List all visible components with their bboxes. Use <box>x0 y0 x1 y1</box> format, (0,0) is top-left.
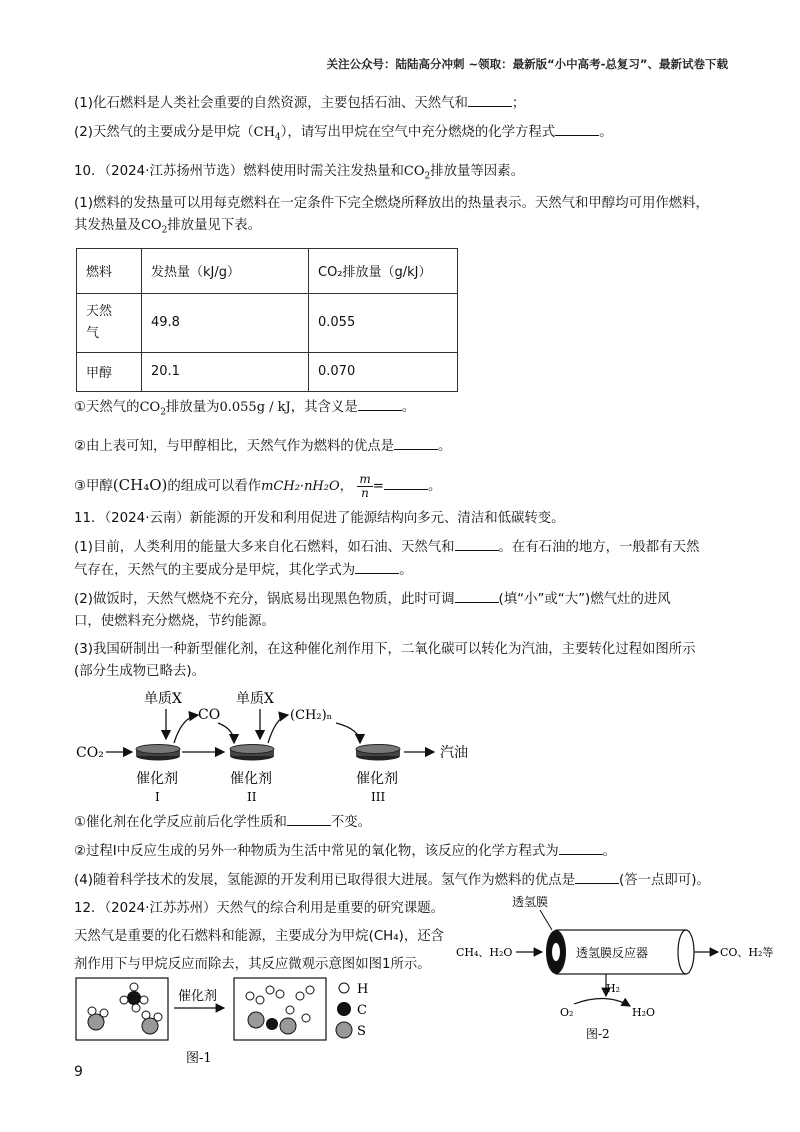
answer-blank <box>555 121 599 136</box>
ch2n-label: (CH₂)ₙ <box>290 708 333 724</box>
sulfur-atom <box>280 1018 296 1034</box>
legend-c-icon <box>337 1002 351 1016</box>
q12-line2: 天然气是重要的化石燃料和能源，主要成分为甲烷(CH₄)，还含 <box>74 929 444 945</box>
inputs-label: CH₄、H₂O <box>456 946 513 960</box>
table-cell: 49.8 <box>142 293 309 352</box>
table-header: CO₂排放量（g/kJ） <box>309 248 458 293</box>
answer-blank <box>358 396 402 411</box>
carbon-atom <box>127 991 141 1005</box>
hydrogen-atom <box>256 996 264 1004</box>
hydrogen-atom <box>132 1004 140 1012</box>
reactor-label: 透氢膜反应器 <box>576 946 649 961</box>
q9-part1: (1)化石燃料是人类社会重要的自然资源，主要包括石油、天然气和 ； <box>74 92 734 115</box>
curved-arrow <box>336 723 360 743</box>
answer-blank <box>355 559 399 574</box>
curved-arrow <box>268 715 288 743</box>
q12-title: 12．（2024·江苏苏州）天然气的综合利用是重要的研究课题。 <box>74 901 445 917</box>
figure-1 <box>74 976 454 1076</box>
q10-sub1: ①天然气的$CO_2$排放量为0.055g / kJ，其含义是 。 <box>74 396 734 424</box>
catalyst-disc-2 <box>230 745 274 761</box>
hydrogen-atom <box>276 990 284 998</box>
stage-label-3: III <box>371 790 386 805</box>
q10-part1-line1: (1)燃料的发热量可以用每克燃料在一定条件下完全燃烧所释放出的热量表示。天然气和甲醇均可用作燃料， <box>74 196 709 212</box>
fig1-caption: 图-1 <box>186 1051 212 1067</box>
document-body <box>74 92 774 1078</box>
catalyst-label-3: 催化剂 <box>356 771 398 788</box>
page-number: 9 <box>74 1064 83 1080</box>
q11-part2-line1: (2)做饭时，天然气燃烧不充分，锅底易出现黑色物质，此时可调 (填“小”或“大”)燃气灶的进风 <box>74 588 734 611</box>
q10-part1-line2: 其发热量及$CO_2$排放量见下表。 <box>74 218 262 236</box>
co-label: CO <box>198 707 221 724</box>
co2-start-label: CO₂ <box>76 745 104 762</box>
legend-h-label: H <box>357 982 369 998</box>
table-header: 发热量（kJ/g） <box>142 248 309 293</box>
hydrogen-atom <box>286 1006 294 1014</box>
hydrogen-atom <box>140 996 148 1004</box>
pointer-line <box>540 910 552 930</box>
q11-part4: (4)随着科学技术的发展，氢能源的开发利用已取得很大进展。氢气作为燃料的优点是 (答一点即可)。 <box>74 869 734 892</box>
table-cell: 0.055 <box>309 293 458 352</box>
table-cell: 0.070 <box>309 352 458 391</box>
legend-c-label: C <box>357 1003 367 1019</box>
q10-sub2: ②由上表可知，与甲醇相比，天然气作为燃料的优点是 。 <box>74 435 734 458</box>
catalyst-disc-3 <box>356 745 400 761</box>
catalyst-flow-diagram <box>74 689 734 811</box>
fig2-caption: 图-2 <box>586 1027 610 1042</box>
h2-label: H₂ <box>606 982 621 996</box>
hydrogen-atom <box>120 996 128 1004</box>
fraction-m-over-n: $\frac{m}{n}$ <box>359 471 371 500</box>
answer-blank <box>384 475 428 490</box>
answer-blank <box>559 840 603 855</box>
membrane-hole <box>552 943 560 961</box>
hydrogen-atom <box>88 1007 96 1015</box>
curved-arrow <box>574 999 630 1007</box>
table-cell: 20.1 <box>142 352 309 391</box>
hydrogen-atom <box>142 1011 150 1019</box>
methane-formula: $CH_4$ <box>253 125 281 143</box>
q10-title: 10．（2024·江苏扬州节选）燃料使用时需关注发热量和$CO_2$排放量等因素。 <box>74 163 524 182</box>
hydrogen-atom <box>246 992 254 1000</box>
hydrogen-atom <box>266 986 274 994</box>
gasoline-label: 汽油 <box>440 745 468 762</box>
curved-arrow <box>174 715 198 743</box>
hydrogen-atom <box>302 1014 310 1022</box>
single-x-label-2: 单质X <box>236 691 274 708</box>
single-x-label-1: 单质X <box>144 691 182 708</box>
o2-label: O₂ <box>560 1006 574 1020</box>
legend-s-icon <box>336 1022 352 1038</box>
fig1-catalyst-label: 催化剂 <box>178 989 218 1005</box>
hydrogen-atom <box>100 1009 108 1017</box>
q11-title: 11．（2024·云南）新能源的开发和利用促进了能源结构向多元、清洁和低碳转变。 <box>74 511 565 527</box>
membrane-label: 透氢膜 <box>512 895 549 910</box>
q10-sub3: ③甲醇(CH₄O)的组成可以看作mCH₂·nH₂O， $\frac{m}{n}$ = 。 <box>74 471 442 500</box>
curved-arrow <box>218 723 234 743</box>
legend-h-icon <box>339 983 349 993</box>
flow-svg <box>74 689 734 811</box>
answer-blank <box>287 811 331 826</box>
figure-2 <box>456 892 774 1042</box>
co2-formula: $CO_2$ <box>403 163 431 182</box>
h2o-label: H₂O <box>632 1006 656 1020</box>
catalyst-label-2: 催化剂 <box>230 771 272 788</box>
table-cell: 甲醇 <box>77 352 142 391</box>
stage-label-1: I <box>155 790 160 805</box>
catalyst-label-1: 催化剂 <box>136 771 178 788</box>
q9-part2: (2)天然气的主要成分是甲烷$(CH_4)$，请写出甲烷在空气中充分燃烧的化学方程式 。 <box>74 121 734 149</box>
answer-blank <box>468 92 512 107</box>
table-header: 燃料 <box>77 248 142 293</box>
reactor-end <box>678 930 694 974</box>
q12-line3: 剂作用下与甲烷反应而除去，其反应微观示意图如图1所示。 <box>74 957 431 973</box>
outputs-label: CO、H₂等 <box>720 946 774 960</box>
answer-blank <box>455 536 499 551</box>
fuel-table <box>76 248 458 392</box>
header-note: 关注公众号：陆陆高分冲刺 ~领取：最新版“小中高考-总复习”、最新试卷下载 <box>326 57 728 71</box>
answer-blank <box>575 869 619 884</box>
q11-sub2: ②过程Ⅰ中反应生成的另外一种物质为生活中常见的氧化物，该反应的化学方程式为 。 <box>74 840 734 863</box>
q12-block <box>74 895 774 1078</box>
q11-part1-line1: (1)目前，人类利用的能量大多来自化石燃料，如石油、天然气和 。在有石油的地方，一般都有天然 <box>74 536 734 559</box>
table-cell: 天然 气 <box>77 293 142 352</box>
q11-part1-line2: 气存在，天然气的主要成分是甲烷，其化学式为 。 <box>74 559 734 582</box>
q11-part3-line2: (部分生成物已略去)。 <box>74 664 205 680</box>
stage-label-2: II <box>247 790 257 805</box>
carbon-atom <box>266 1018 278 1030</box>
hydrogen-atom <box>306 986 314 994</box>
hydrogen-atom <box>130 983 138 991</box>
legend-s-label: S <box>357 1024 366 1040</box>
hydrogen-atom <box>154 1013 162 1021</box>
answer-blank <box>394 435 438 450</box>
q11-sub1: ①催化剂在化学反应前后化学性质和 不变。 <box>74 811 734 834</box>
q11-part3-line1: (3)我国研制出一种新型催化剂，在这种催化剂作用下，二氧化碳可以转化为汽油，主要转化过程如图所示 <box>74 642 696 658</box>
hydrogen-atom <box>296 992 304 1000</box>
sulfur-atom <box>248 1012 264 1028</box>
q11-part2-line2: 口，使燃料充分燃烧，节约能源。 <box>74 614 275 630</box>
answer-blank <box>455 588 499 603</box>
catalyst-disc-1 <box>136 745 180 761</box>
co2-formula: $CO_2$ <box>140 218 168 236</box>
